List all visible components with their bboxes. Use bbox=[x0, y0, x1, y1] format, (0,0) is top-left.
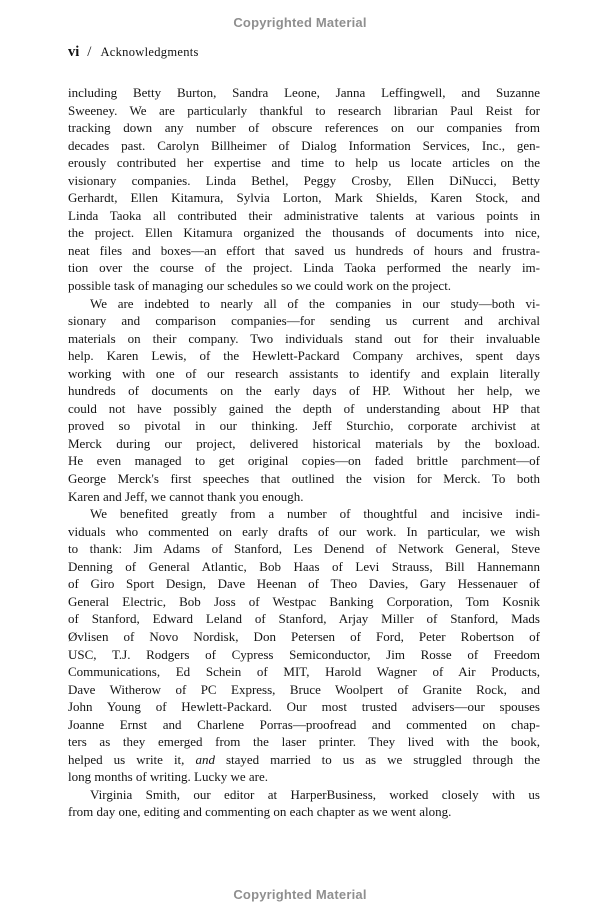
text-line: help. Karen Lewis, of the Hewlett-Packard Company archives, spent days bbox=[68, 348, 540, 364]
header-separator: / bbox=[87, 44, 92, 60]
paragraph bbox=[68, 505, 540, 786]
text-line: Karen and Jeff, we cannot thank you enough. bbox=[68, 488, 304, 504]
text-line: sionary and comparison companies—for sending us current and archival bbox=[68, 313, 540, 329]
copyright-notice-bottom: Copyrighted Material bbox=[233, 887, 367, 902]
text-line: Dave Witherow of PC Express, Bruce Woolpert of Granite Rock, and bbox=[68, 681, 540, 697]
text-line: neat files and boxes—an effort that saved us hundreds of hours and frustra- bbox=[68, 242, 540, 258]
text-line: working with one of our research assistants to identify and explain literally bbox=[68, 365, 540, 381]
paragraph bbox=[68, 295, 540, 506]
text-line: helped us write it, and stayed married to us as we struggled through the bbox=[68, 751, 540, 767]
text-line: visionary companies. Linda Bethel, Peggy Crosby, Ellen DiNucci, Betty bbox=[68, 172, 540, 188]
text-line: including Betty Burton, Sandra Leone, Janna Leffingwell, and Suzanne bbox=[68, 85, 540, 100]
text-line: hundreds of documents on the early days of HP. Without her help, we bbox=[68, 383, 540, 399]
text-line: Virginia Smith, our editor at HarperBusiness, worked closely with us bbox=[90, 786, 540, 802]
text-line: Merck during our project, delivered historical materials by the boxload. bbox=[68, 435, 540, 451]
text-line: long months of writing. Lucky we are. bbox=[68, 769, 269, 785]
text-line: tracking down any number of obscure references on our companies from bbox=[68, 120, 540, 136]
text-line: George Merck's first speeches that outlined the vision for Merck. To both bbox=[68, 471, 540, 487]
text-line: We are indebted to nearly all of the companies in our study—both vi- bbox=[90, 295, 540, 311]
body-text bbox=[68, 84, 540, 821]
chapter-title: Acknowledgments bbox=[100, 45, 199, 59]
text-line: decades past. Carolyn Billheimer of Dialog Information Services, Inc., gen- bbox=[68, 137, 540, 153]
text-line: Communications, Ed Schein of MIT, Harold Wagner of Air Products, bbox=[68, 664, 540, 680]
text-line: possible task of managing our schedules so we could work on the project. bbox=[68, 278, 452, 294]
text-line: Sweeney. We are particularly thankful to research librarian Paul Reist for bbox=[68, 102, 540, 118]
text-line: Gerhardt, Ellen Kitamura, Sylvia Lorton, Mark Shields, Karen Stock, and bbox=[68, 190, 540, 206]
text-line: Linda Taoka all contributed their administrative talents at various points in bbox=[68, 207, 540, 223]
text-line: could not have possibly gained the depth of understanding about HP that bbox=[68, 400, 540, 416]
text-line: Denning of General Atlantic, Bob Haas of Levi Strauss, Bill Hannemann bbox=[68, 558, 540, 574]
text-line: USC, T.J. Rodgers of Cypress Semiconductor, Jim Rosse of Freedom bbox=[68, 646, 540, 662]
paragraph bbox=[68, 786, 540, 821]
page-number: vi bbox=[68, 44, 80, 60]
page-header bbox=[68, 43, 199, 61]
text-line: the project. Ellen Kitamura organized the thousands of documents into nice, bbox=[68, 225, 540, 241]
text-line: Øvlisen of Novo Nordisk, Don Petersen of Ford, Peter Robertson of bbox=[68, 628, 540, 644]
text-line: tion over the course of the project. Linda Taoka performed the nearly im- bbox=[68, 260, 540, 276]
text-line: General Electric, Bob Joss of Westpac Banking Corporation, Tom Kosnik bbox=[68, 593, 540, 609]
text-line: to thank: Jim Adams of Stanford, Les Denend of Network General, Steve bbox=[68, 541, 540, 557]
text-line: We benefited greatly from a number of thoughtful and incisive indi- bbox=[90, 506, 540, 522]
text-line: He even managed to get original copies—on faded brittle parchment—of bbox=[68, 453, 540, 469]
text-line: ters as they emerged from the laser printer. They lived with the book, bbox=[68, 734, 540, 750]
text-line: John Young of Hewlett-Packard. Our most trusted advisers—our spouses bbox=[68, 699, 540, 715]
text-line: Joanne Ernst and Charlene Porras—proofread and commented on chap- bbox=[68, 716, 540, 732]
text-line: materials on their company. Two individuals stand out for their invaluable bbox=[68, 330, 540, 346]
text-line: viduals who commented on early drafts of our work. In particular, we wish bbox=[68, 523, 540, 539]
text-line: from day one, editing and commenting on each chapter as we went along. bbox=[68, 804, 452, 820]
text-line: proved so pivotal in our thinking. Jeff Sturchio, corporate archivist at bbox=[68, 418, 540, 434]
text-line: of Stanford, Edward Leland of Stanford, Arjay Miller of Stanford, Mads bbox=[68, 611, 540, 627]
text-line: erously contributed her expertise and time to help us locate articles on the bbox=[68, 155, 540, 171]
copyright-notice-top: Copyrighted Material bbox=[233, 15, 367, 30]
text-line: of Giro Sport Design, Dave Heenan of Theo Davies, Gary Hessenauer of bbox=[68, 576, 540, 592]
paragraph bbox=[68, 84, 540, 295]
